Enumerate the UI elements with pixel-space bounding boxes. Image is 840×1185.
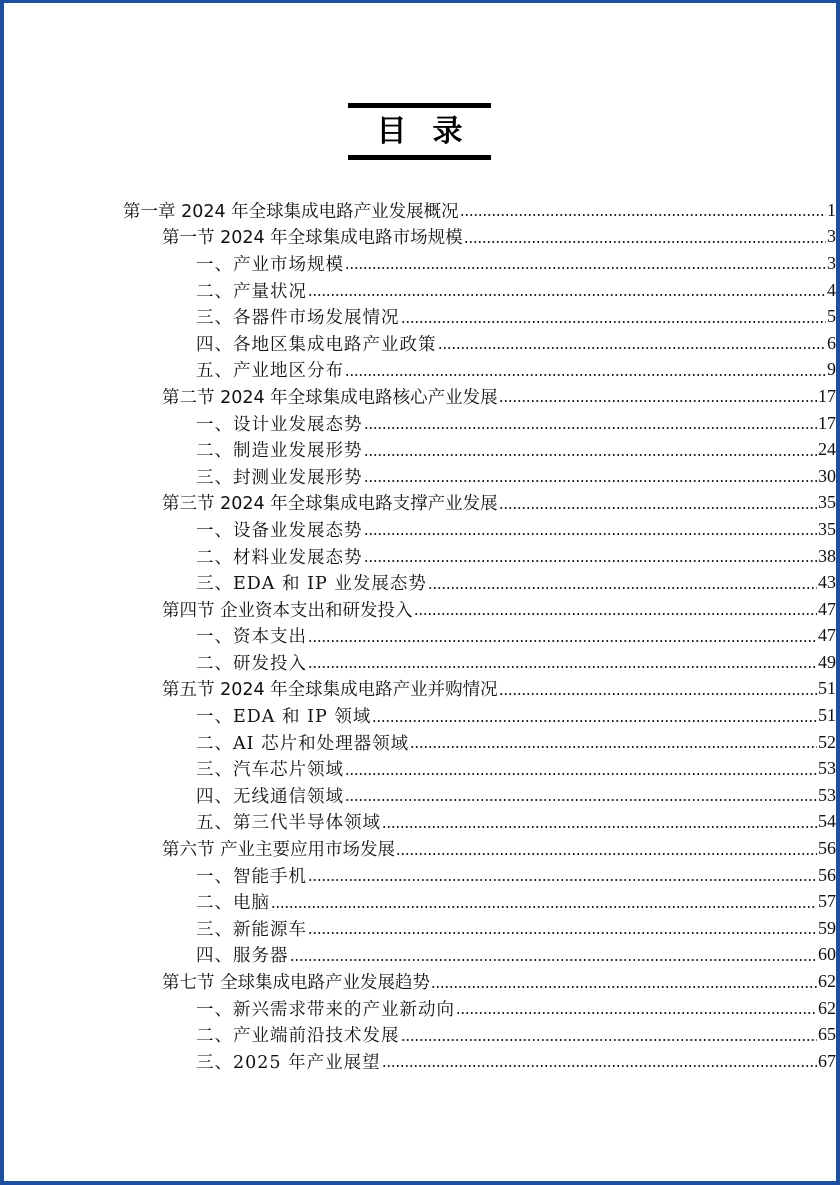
toc-entry-label: 第一章 2024 年全球集成电路产业发展概况: [123, 201, 459, 222]
toc-entry-page-number: 5: [827, 306, 836, 327]
toc-subsection-entry[interactable]: [4, 1021, 836, 1048]
toc-entry-page-number: 51: [818, 678, 836, 699]
dot-leader: [396, 840, 817, 858]
toc-entry-page-number: 65: [818, 1024, 836, 1045]
toc-subsection-entry[interactable]: [4, 1048, 836, 1075]
toc-entry-page-number: 52: [818, 731, 836, 752]
toc-entry-page-number: 35: [818, 518, 836, 539]
toc-entry-label: 一、资本支出: [196, 627, 307, 648]
toc-entry-label: 一、产业市场规模: [196, 254, 344, 275]
dot-leader: [499, 680, 817, 698]
toc-entry-page-number: 24: [818, 439, 836, 460]
toc-entry-label: 第四节 企业资本支出和研发投入: [162, 600, 413, 621]
toc-entry-label: 三、各器件市场发展情况: [196, 308, 400, 329]
toc-subsection-entry[interactable]: [4, 357, 836, 384]
toc-entry-page-number: 35: [818, 492, 836, 513]
dot-leader: [428, 574, 817, 592]
dot-leader: [414, 600, 817, 618]
toc-entry-page-number: 47: [818, 598, 836, 619]
toc-entry-label: 三、封测业发展形势: [196, 467, 363, 488]
toc-entry-label: 一、设计业发展态势: [196, 414, 363, 435]
toc-entry-label: 第五节 2024 年全球集成电路产业并购情况: [162, 680, 498, 701]
dot-leader: [460, 201, 826, 219]
toc-entry-page-number: 3: [827, 252, 836, 273]
toc-entry-page-number: 3: [827, 226, 836, 247]
toc-entry-label: 二、电脑: [196, 893, 270, 914]
dot-leader: [308, 653, 817, 671]
toc-entry-label: 第六节 产业主要应用市场发展: [162, 840, 396, 861]
toc-entry-page-number: 56: [818, 838, 836, 859]
toc-entry-label: 三、新能源车: [196, 919, 307, 940]
dot-leader: [456, 999, 817, 1017]
toc-entry-page-number: 38: [818, 545, 836, 566]
toc-subsection-entry[interactable]: [4, 649, 836, 676]
table-of-contents: [4, 197, 840, 1075]
page-title: 目录: [376, 114, 489, 149]
toc-entry-label: 二、材料业发展态势: [196, 547, 363, 568]
toc-entry-label: 第一节 2024 年全球集成电路市场规模: [162, 228, 463, 249]
toc-subsection-entry[interactable]: [4, 463, 836, 490]
toc-subsection-entry[interactable]: [4, 303, 836, 330]
toc-title-block: [348, 103, 491, 159]
toc-subsection-entry[interactable]: [4, 755, 836, 782]
dot-leader: [438, 334, 827, 352]
toc-section-entry[interactable]: [4, 383, 836, 410]
toc-entry-label: 四、无线通信领域: [196, 786, 344, 807]
toc-subsection-entry[interactable]: [4, 702, 836, 729]
toc-entry-page-number: 53: [818, 758, 836, 779]
toc-section-entry[interactable]: [4, 835, 836, 862]
title-top-rule: [348, 103, 491, 108]
toc-entry-label: 一、设备业发展态势: [196, 520, 363, 541]
toc-entry-page-number: 9: [827, 359, 836, 380]
toc-entry-page-number: 62: [818, 997, 836, 1018]
dot-leader: [308, 627, 817, 645]
toc-subsection-entry[interactable]: [4, 995, 836, 1022]
toc-subsection-entry[interactable]: [4, 623, 836, 650]
toc-chapter-entry[interactable]: [4, 197, 836, 224]
toc-subsection-entry[interactable]: [4, 888, 836, 915]
toc-subsection-entry[interactable]: [4, 410, 836, 437]
toc-entry-label: 三、EDA 和 IP 业发展态势: [196, 574, 427, 595]
toc-entry-page-number: 62: [818, 971, 836, 992]
toc-entry-label: 一、智能手机: [196, 866, 307, 887]
toc-subsection-entry[interactable]: [4, 277, 836, 304]
toc-subsection-entry[interactable]: [4, 729, 836, 756]
toc-section-entry[interactable]: [4, 490, 836, 517]
toc-section-entry[interactable]: [4, 596, 836, 623]
toc-entry-page-number: 30: [818, 465, 836, 486]
toc-entry-page-number: 17: [818, 385, 836, 406]
toc-entry-page-number: 53: [818, 784, 836, 805]
dot-leader: [464, 228, 826, 246]
toc-subsection-entry[interactable]: [4, 915, 836, 942]
toc-entry-label: 四、各地区集成电路产业政策: [196, 334, 437, 355]
toc-subsection-entry[interactable]: [4, 543, 836, 570]
toc-entry-label: 四、服务器: [196, 946, 289, 967]
toc-entry-label: 二、研发投入: [196, 653, 307, 674]
toc-entry-page-number: 49: [818, 651, 836, 672]
title-bottom-rule: [348, 155, 491, 160]
dot-leader: [290, 946, 818, 964]
toc-section-entry[interactable]: [4, 968, 836, 995]
dot-leader: [382, 813, 817, 831]
toc-entry-page-number: 43: [818, 572, 836, 593]
toc-subsection-entry[interactable]: [4, 250, 836, 277]
toc-subsection-entry[interactable]: [4, 330, 836, 357]
dot-leader: [345, 361, 826, 379]
toc-entry-label: 一、新兴需求带来的产业新动向: [196, 999, 455, 1020]
toc-subsection-entry[interactable]: [4, 516, 836, 543]
dot-leader: [345, 760, 817, 778]
toc-entry-label: 二、制造业发展形势: [196, 441, 363, 462]
dot-leader: [382, 1052, 817, 1070]
toc-entry-page-number: 67: [818, 1050, 836, 1071]
toc-entry-page-number: 60: [818, 944, 836, 965]
toc-entry-label: 五、产业地区分布: [196, 361, 344, 382]
dot-leader: [410, 733, 817, 751]
toc-entry-label: 第二节 2024 年全球集成电路核心产业发展: [162, 387, 498, 408]
toc-subsection-entry[interactable]: [4, 782, 836, 809]
toc-entry-label: 三、汽车芯片领域: [196, 760, 344, 781]
toc-entry-label: 二、产量状况: [196, 281, 307, 302]
toc-entry-page-number: 4: [827, 279, 836, 300]
toc-entry-page-number: 17: [818, 412, 836, 433]
toc-entry-page-number: 47: [818, 625, 836, 646]
dot-leader: [499, 494, 817, 512]
toc-entry-page-number: 51: [818, 705, 836, 726]
toc-section-entry[interactable]: [4, 224, 836, 251]
toc-entry-page-number: 57: [818, 891, 836, 912]
toc-entry-label: 五、第三代半导体领域: [196, 813, 381, 834]
toc-entry-label: 第三节 2024 年全球集成电路支撑产业发展: [162, 494, 498, 515]
dot-leader: [364, 520, 818, 538]
dot-leader: [499, 387, 817, 405]
dot-leader: [401, 308, 827, 326]
dot-leader: [401, 1026, 818, 1044]
toc-subsection-entry[interactable]: [4, 862, 836, 889]
dot-leader: [364, 441, 818, 459]
dot-leader: [364, 414, 818, 432]
toc-subsection-entry[interactable]: [4, 942, 836, 969]
toc-entry-page-number: 56: [818, 864, 836, 885]
dot-leader: [372, 707, 817, 725]
toc-section-entry[interactable]: [4, 676, 836, 703]
toc-entry-label: 第七节 全球集成电路产业发展趋势: [162, 973, 431, 994]
toc-entry-page-number: 6: [827, 332, 836, 353]
toc-entry-label: 一、EDA 和 IP 领域: [196, 707, 372, 728]
toc-entry-label: 三、2025 年产业展望: [196, 1052, 381, 1073]
toc-subsection-entry[interactable]: [4, 809, 836, 836]
dot-leader: [308, 281, 826, 299]
toc-subsection-entry[interactable]: [4, 569, 836, 596]
toc-subsection-entry[interactable]: [4, 436, 836, 463]
toc-entry-label: 二、AI 芯片和处理器领域: [196, 733, 410, 754]
dot-leader: [431, 973, 817, 991]
dot-leader: [364, 467, 818, 485]
dot-leader: [308, 866, 817, 884]
dot-leader: [345, 254, 826, 272]
dot-leader: [345, 786, 817, 804]
toc-entry-page-number: 54: [818, 811, 836, 832]
dot-leader: [308, 919, 817, 937]
dot-leader: [271, 893, 817, 911]
toc-entry-page-number: 59: [818, 917, 836, 938]
toc-entry-label: 二、产业端前沿技术发展: [196, 1026, 400, 1047]
toc-entry-page-number: 1: [827, 199, 836, 220]
dot-leader: [364, 547, 818, 565]
